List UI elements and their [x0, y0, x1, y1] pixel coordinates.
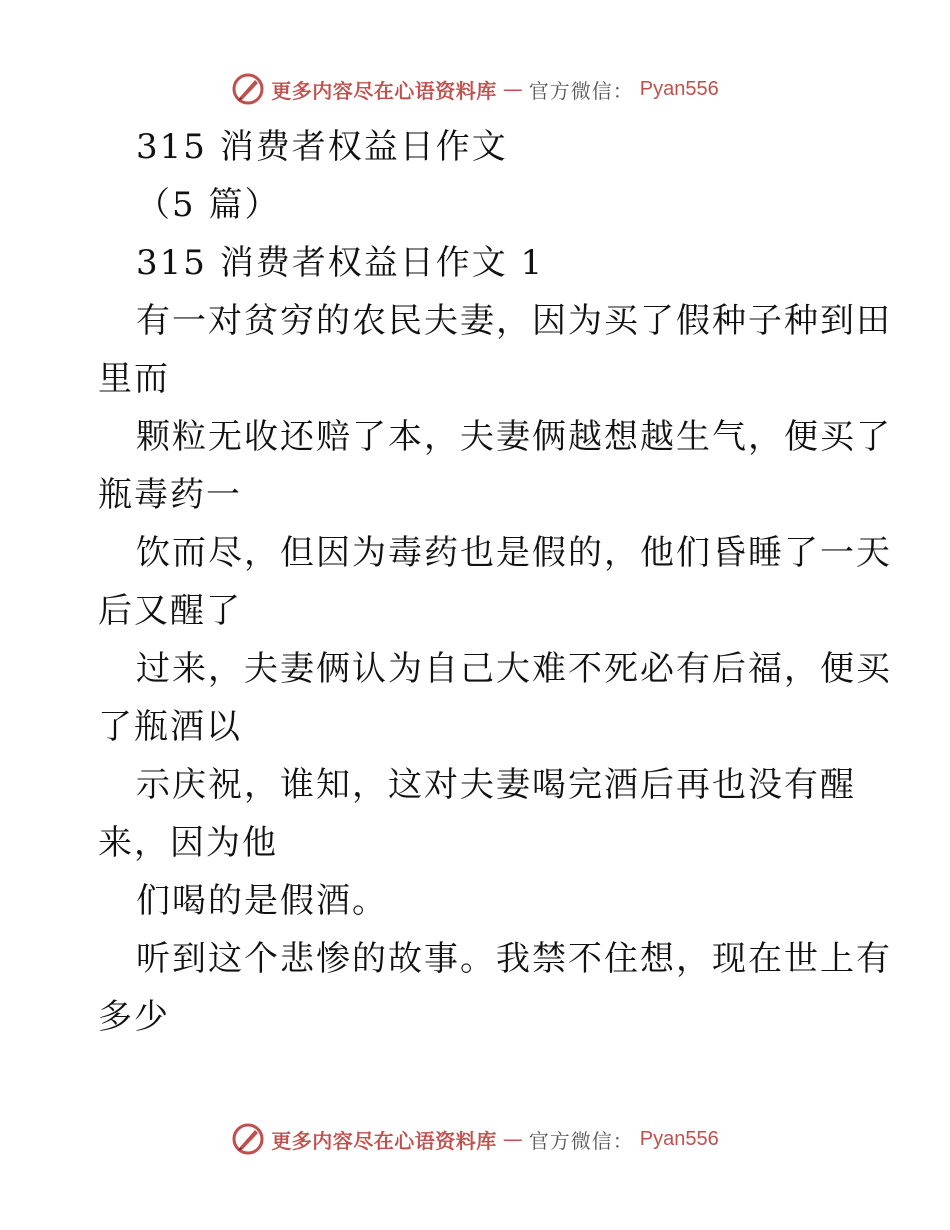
- header-watermark: [0, 72, 950, 106]
- body-line: 听到这个悲惨的故事。我禁不住想，现在世上有: [136, 939, 892, 979]
- quill-pen-circle-icon: [231, 1122, 265, 1156]
- document-body: [98, 118, 892, 1046]
- body-line: 了瓶酒以: [98, 707, 242, 747]
- section-heading: 315 消费者权益日作文 1: [136, 243, 545, 283]
- body-line: 饮而尽，但因为毒药也是假的，他们昏睡了一天: [136, 533, 892, 573]
- footer-watermark: [0, 1122, 950, 1156]
- watermark-separator: —: [502, 77, 523, 101]
- watermark-wechat-id: Pyan556: [639, 1127, 719, 1150]
- watermark-wechat-label: 官方微信：: [528, 1128, 634, 1153]
- body-line: 颗粒无收还赔了本，夫妻俩越想越生气，便买了: [136, 417, 892, 457]
- body-line: 里而: [98, 359, 170, 399]
- body-line: 有一对贫穷的农民夫妻，因为买了假种子种到田: [136, 301, 892, 341]
- body-line: 们喝的是假酒。: [136, 881, 388, 921]
- body-line: 多少: [98, 997, 170, 1037]
- body-line: 示庆祝，谁知，这对夫妻喝完酒后再也没有醒: [136, 765, 856, 805]
- watermark-brand: 更多内容尽在心语资料库: [271, 1128, 497, 1153]
- watermark-wechat-id: Pyan556: [639, 77, 719, 100]
- body-line: 后又醒了: [98, 591, 242, 631]
- watermark-brand: 更多内容尽在心语资料库: [271, 78, 497, 103]
- quill-pen-circle-icon: [231, 72, 265, 106]
- body-line: 过来，夫妻俩认为自己大难不死必有后福，便买: [136, 649, 892, 689]
- watermark-wechat-label: 官方微信：: [528, 78, 634, 103]
- watermark-separator: —: [502, 1127, 523, 1151]
- body-line: 瓶毒药一: [98, 475, 242, 515]
- body-text: [98, 292, 892, 1046]
- body-line: 来，因为他: [98, 823, 278, 863]
- document-subtitle: （5 篇）: [136, 185, 281, 225]
- document-title: 315 消费者权益日作文: [136, 127, 508, 167]
